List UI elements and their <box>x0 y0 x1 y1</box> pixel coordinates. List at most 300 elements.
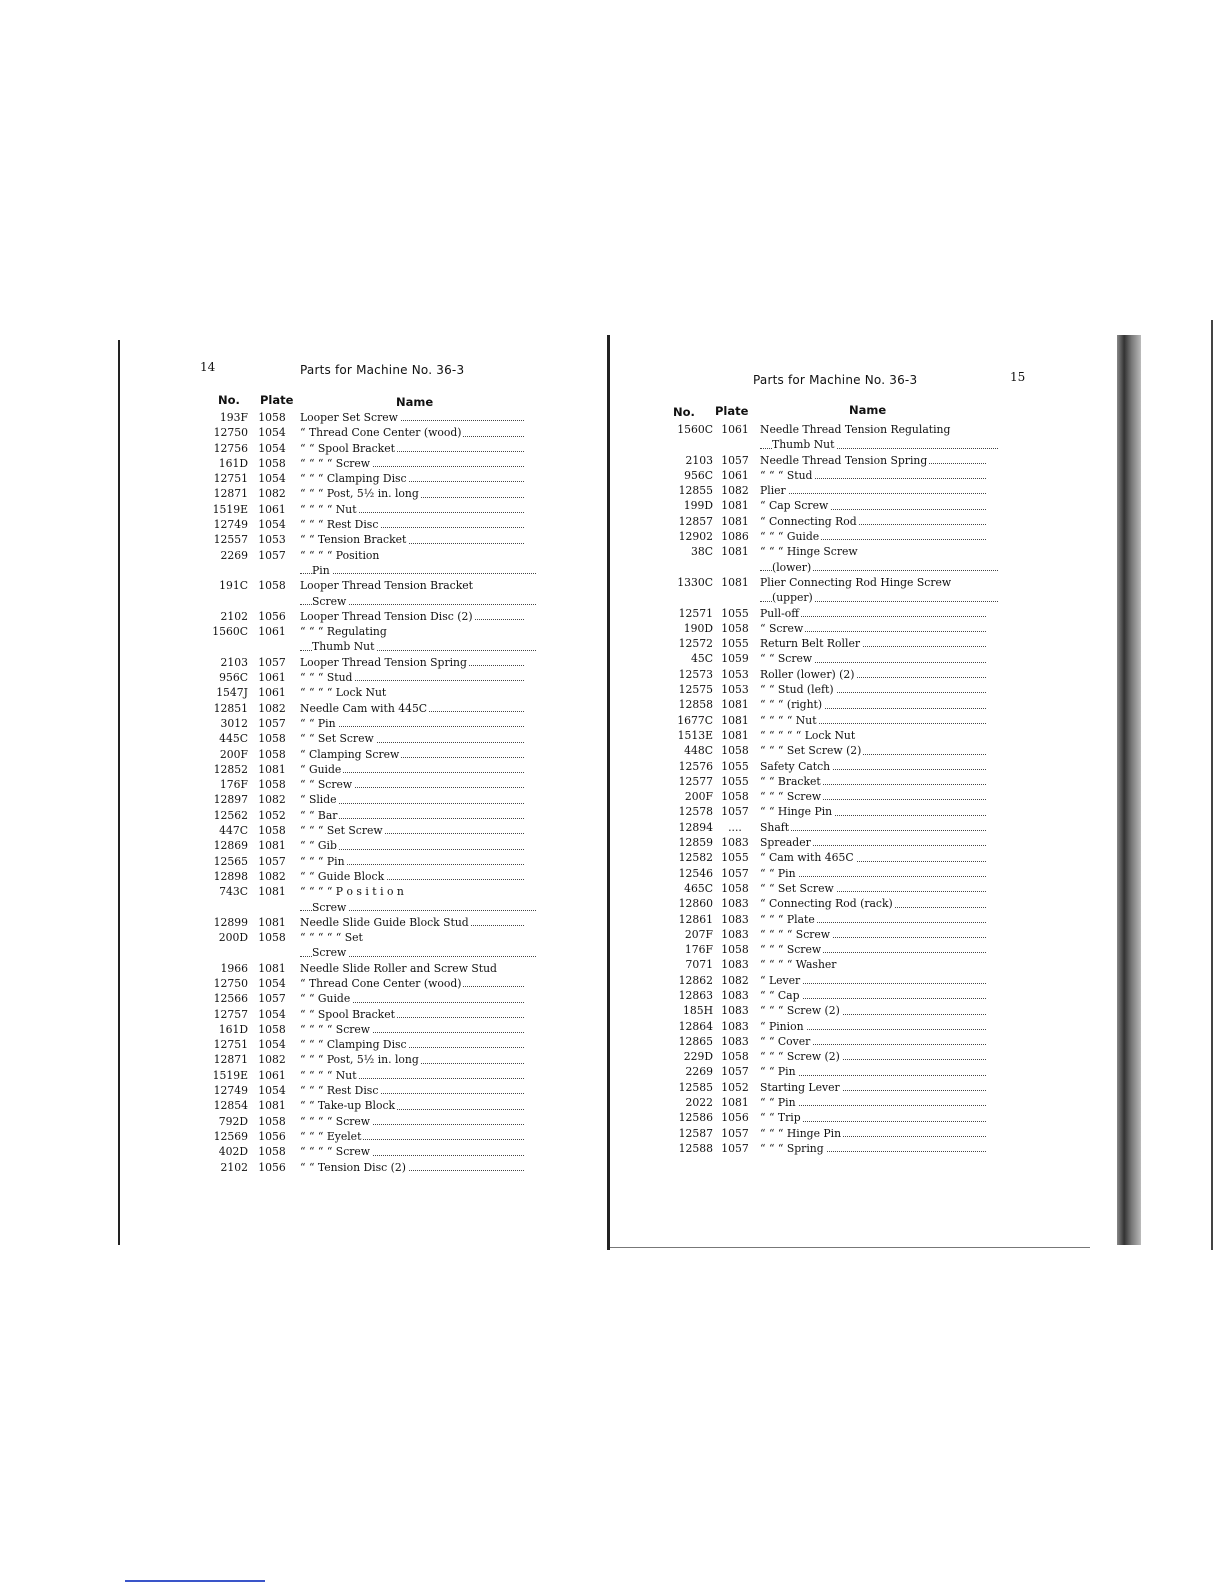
part-name-text: “ “ “ “ Screw <box>300 456 371 470</box>
part-name <box>760 835 992 850</box>
dot-leader <box>300 573 536 574</box>
table-row <box>200 854 535 869</box>
table-row <box>200 991 535 1006</box>
part-number: 12569 <box>213 1129 248 1143</box>
part-name-text: Pin <box>312 563 330 577</box>
part-number: 12546 <box>678 866 713 880</box>
part-name-text: Spreader <box>760 836 811 850</box>
part-name <box>300 639 542 654</box>
part-name-text: Looper Thread Tension Disc (2) <box>300 609 473 623</box>
table-row <box>665 912 995 927</box>
part-number: 956C <box>684 468 713 482</box>
part-number: 12588 <box>678 1141 713 1155</box>
table-row <box>665 575 995 590</box>
part-name-text: Looper Thread Tension Spring <box>300 655 467 669</box>
part-name <box>300 716 530 731</box>
table-row <box>665 774 995 789</box>
part-name <box>760 774 992 789</box>
table-row <box>200 578 535 593</box>
part-number: 200F <box>684 790 713 804</box>
part-name <box>300 624 530 639</box>
part-number: 12865 <box>678 1034 713 1048</box>
part-number: 1513E <box>677 728 713 742</box>
part-name <box>760 590 1004 605</box>
column-header-no: No. <box>218 393 240 407</box>
part-number: 1560C <box>212 625 248 639</box>
part-name <box>300 517 530 532</box>
part-name <box>760 1126 992 1141</box>
part-number: 7071 <box>685 958 713 972</box>
part-name <box>300 1068 530 1083</box>
left-page-edge <box>118 340 120 1245</box>
part-number: 12897 <box>213 793 248 807</box>
bottom-link-underline <box>125 1580 265 1582</box>
table-row <box>200 1114 535 1129</box>
plate-number: 1081 <box>258 915 286 929</box>
part-name-text: “ “ “ “ Nut <box>300 1068 357 1082</box>
part-name <box>300 410 530 425</box>
plate-number: 1057 <box>721 1141 749 1155</box>
part-name-text: “ “ “ Guide <box>760 530 820 544</box>
part-name-text: “ “ Guide Block <box>300 869 385 883</box>
part-name <box>760 621 992 636</box>
part-number: 2102 <box>220 609 248 623</box>
part-number: 2269 <box>220 548 248 562</box>
part-name-text: “ “ Spool Bracket <box>300 441 395 455</box>
plate-number: 1058 <box>258 778 286 792</box>
table-row <box>200 502 535 517</box>
part-name <box>300 762 530 777</box>
part-name <box>760 927 992 942</box>
part-name-text: Pull-off <box>760 606 799 620</box>
part-name <box>300 578 530 593</box>
table-row <box>200 1083 535 1098</box>
table-row <box>200 930 535 945</box>
table-row <box>665 835 995 850</box>
part-name-text: “ “ “ “ Nut <box>300 502 357 516</box>
table-row <box>665 1049 995 1064</box>
center-binding <box>607 335 610 1250</box>
part-name <box>760 514 992 529</box>
column-header-name: Name <box>849 403 887 417</box>
part-name-text: “ “ “ Screw <box>760 790 822 804</box>
plate-number: 1053 <box>721 667 749 681</box>
part-name <box>300 869 530 884</box>
part-name <box>760 483 992 498</box>
part-name <box>300 548 530 563</box>
part-name-text: Plier Connecting Rod Hinge Screw <box>760 575 952 589</box>
part-name <box>760 743 992 758</box>
part-number: 207F <box>684 927 713 941</box>
part-name-text: “ Pinion <box>760 1019 804 1033</box>
part-name-text: “ Cam with 465C <box>760 851 854 865</box>
part-number: 193F <box>219 411 248 424</box>
table-row <box>200 548 535 563</box>
table-row <box>200 471 535 486</box>
table-row <box>665 789 995 804</box>
table-row <box>665 422 995 437</box>
part-name <box>760 759 992 774</box>
column-header-plate: Plate <box>260 393 294 407</box>
table-row <box>665 1034 995 1049</box>
plate-number: 1082 <box>258 793 286 807</box>
table-row-continuation <box>200 945 535 960</box>
part-name-text: “ “ “ “ Screw <box>300 1022 371 1036</box>
part-name-text: “ Screw <box>760 621 804 635</box>
table-row <box>200 731 535 746</box>
part-name <box>760 544 992 559</box>
part-name-text: Roller (lower) (2) <box>760 667 855 681</box>
part-name <box>760 820 992 835</box>
part-number: 2022 <box>685 1096 713 1110</box>
part-number: 12566 <box>213 992 248 1006</box>
part-number: 190D <box>683 621 713 635</box>
part-name <box>760 896 992 911</box>
part-number: 12749 <box>213 518 248 532</box>
part-name <box>300 884 530 899</box>
table-row <box>665 544 995 559</box>
part-number: 12573 <box>678 667 713 681</box>
part-number: 743C <box>219 885 248 899</box>
plate-number: 1056 <box>721 1111 749 1125</box>
table-row <box>665 498 995 513</box>
plate-number: 1082 <box>258 487 286 501</box>
plate-number: 1083 <box>721 1034 749 1048</box>
table-row <box>665 1110 995 1125</box>
table-row-continuation <box>665 560 995 575</box>
part-number: 445C <box>219 732 248 746</box>
plate-number: 1083 <box>721 912 749 926</box>
part-name-text: Looper Set Screw <box>300 411 398 424</box>
part-name <box>760 697 992 712</box>
part-name <box>760 912 992 927</box>
part-number: 447C <box>219 824 248 838</box>
part-name-text: “ “ “ “ Washer <box>760 958 837 972</box>
part-name-text: “ “ “ Plate <box>760 912 815 926</box>
table-row <box>665 820 995 835</box>
part-name-text: “ Slide <box>300 793 337 807</box>
part-number: 12557 <box>213 533 248 547</box>
part-number: 12749 <box>213 1084 248 1098</box>
part-name <box>760 437 1004 452</box>
dark-edge-strip <box>1117 335 1141 1245</box>
plate-number: 1081 <box>721 698 749 712</box>
part-name <box>760 682 992 697</box>
part-name-text: Screw <box>312 946 347 960</box>
part-name-text: “ “ “ (right) <box>760 698 823 712</box>
part-name <box>300 961 530 976</box>
part-name-text: “ “ Screw <box>300 778 353 792</box>
part-name-text: Needle Slide Roller and Screw Stud <box>300 961 497 975</box>
plate-number: 1055 <box>721 637 749 651</box>
part-number: 448C <box>684 744 713 758</box>
part-name <box>300 823 530 838</box>
column-header-plate: Plate <box>715 404 749 418</box>
table-row <box>665 1003 995 1018</box>
plate-number: 1057 <box>721 805 749 819</box>
part-number: 12578 <box>678 805 713 819</box>
part-name <box>760 1141 992 1156</box>
part-number: 402D <box>218 1145 248 1159</box>
part-name-text: “ “ “ Stud <box>760 468 813 482</box>
part-number: 12851 <box>213 701 248 715</box>
table-row <box>200 624 535 639</box>
part-number: 1966 <box>220 961 248 975</box>
plate-number: 1058 <box>258 456 286 470</box>
part-name <box>300 1098 530 1113</box>
part-name-text: “ “ “ Hinge Screw <box>760 545 858 559</box>
part-name-text: “ “ Tension Disc (2) <box>300 1160 406 1174</box>
table-row <box>665 866 995 881</box>
plate-number: 1058 <box>258 579 286 593</box>
table-row <box>200 823 535 838</box>
table-row <box>200 961 535 976</box>
part-name <box>300 1052 530 1067</box>
plate-number: 1082 <box>258 869 286 883</box>
part-name-text: “ “ Screw <box>760 652 813 666</box>
part-name <box>300 685 530 700</box>
right-page-edge <box>1211 320 1213 1250</box>
table-row <box>665 606 995 621</box>
part-number: 12858 <box>678 698 713 712</box>
part-name <box>760 866 992 881</box>
plate-number: 1053 <box>721 683 749 697</box>
plate-number: 1055 <box>721 759 749 773</box>
part-name-text: “ Cap Screw <box>760 499 829 513</box>
table-row <box>200 808 535 823</box>
plate-number: 1083 <box>721 1004 749 1018</box>
part-name <box>300 945 542 960</box>
part-number: 12751 <box>213 472 248 486</box>
plate-number: 1081 <box>721 545 749 559</box>
plate-number: 1081 <box>721 728 749 742</box>
part-name-text: “ “ Take-up Block <box>300 1099 396 1113</box>
part-name <box>760 1110 992 1125</box>
table-row <box>200 747 535 762</box>
plate-number: 1061 <box>258 686 286 700</box>
part-name <box>300 1007 530 1022</box>
table-row <box>200 762 535 777</box>
table-row <box>200 609 535 624</box>
plate-number: 1058 <box>258 824 286 838</box>
plate-number: 1056 <box>258 609 286 623</box>
part-name <box>300 1037 530 1052</box>
part-name-text: Screw <box>312 900 347 914</box>
plate-number: 1061 <box>258 1068 286 1082</box>
part-name-text: Needle Thread Tension Regulating <box>760 423 951 436</box>
plate-number: 1056 <box>258 1129 286 1143</box>
part-name <box>300 1129 530 1144</box>
table-row <box>200 655 535 670</box>
part-name-text: “ “ Pin <box>760 866 796 880</box>
plate-number: 1057 <box>721 453 749 467</box>
part-name-text: “ “ “ Screw <box>760 943 822 957</box>
plate-number: 1061 <box>258 625 286 639</box>
plate-number: 1057 <box>258 716 286 730</box>
part-name <box>300 563 542 578</box>
part-number: 12854 <box>213 1099 248 1113</box>
part-name <box>300 854 530 869</box>
plate-number: 1081 <box>258 961 286 975</box>
table-row <box>200 532 535 547</box>
part-name <box>760 667 992 682</box>
part-number: 2269 <box>685 1065 713 1079</box>
table-row <box>665 667 995 682</box>
plate-number: 1081 <box>721 713 749 727</box>
part-name-text: “ “ Bar <box>300 808 338 822</box>
plate-number: 1058 <box>721 744 749 758</box>
part-name-text: “ “ Stud (left) <box>760 683 834 697</box>
part-number: 12871 <box>213 1053 248 1067</box>
table-row <box>665 453 995 468</box>
plate-number: 1057 <box>258 655 286 669</box>
table-row <box>665 1126 995 1141</box>
table-row <box>200 701 535 716</box>
part-name-text: “ “ Set Screw <box>760 881 834 895</box>
part-name <box>760 973 992 988</box>
plate-number: 1054 <box>258 518 286 532</box>
part-name <box>300 838 530 853</box>
table-row <box>200 425 535 440</box>
right-page-bottom-edge <box>610 1247 1090 1248</box>
part-name-text: “ “ Guide <box>300 992 351 1006</box>
page-title: Parts for Machine No. 36-3 <box>753 373 918 387</box>
part-name <box>760 498 992 513</box>
table-row <box>200 1007 535 1022</box>
plate-number: 1082 <box>721 484 749 498</box>
table-row <box>200 915 535 930</box>
plate-number: 1055 <box>721 606 749 620</box>
table-row <box>200 685 535 700</box>
part-name <box>760 1049 992 1064</box>
column-header-name: Name <box>396 395 434 409</box>
part-number: 12575 <box>678 683 713 697</box>
plate-number: 1057 <box>258 992 286 1006</box>
plate-number: 1052 <box>258 808 286 822</box>
table-row <box>665 682 995 697</box>
part-number: 12565 <box>213 854 248 868</box>
part-name-text: “ Connecting Rod (rack) <box>760 897 893 911</box>
part-name <box>300 609 530 624</box>
parts-list <box>200 410 535 1175</box>
part-name-text: “ “ “ “ Screw <box>300 1114 371 1128</box>
plate-number: 1057 <box>721 866 749 880</box>
part-number: 3012 <box>220 716 248 730</box>
page-number: 14 <box>200 360 216 374</box>
part-name <box>300 655 530 670</box>
plate-number: 1061 <box>721 423 749 436</box>
table-row <box>665 621 995 636</box>
table-row <box>665 697 995 712</box>
plate-number: 1083 <box>721 988 749 1002</box>
table-row <box>200 716 535 731</box>
part-number: 161D <box>218 456 248 470</box>
table-row <box>665 651 995 666</box>
table-row <box>200 884 535 899</box>
plate-number: 1081 <box>258 1099 286 1113</box>
part-number: 12860 <box>678 897 713 911</box>
part-number: 12871 <box>213 487 248 501</box>
table-row <box>665 468 995 483</box>
page-title: Parts for Machine No. 36-3 <box>300 363 465 377</box>
part-name <box>760 850 992 865</box>
plate-number: 1081 <box>721 514 749 528</box>
part-name <box>760 713 992 728</box>
plate-number: 1082 <box>258 1053 286 1067</box>
part-name <box>300 471 530 486</box>
part-number: 200D <box>218 931 248 945</box>
part-name <box>760 636 992 651</box>
part-name <box>760 1019 992 1034</box>
plate-number: 1057 <box>258 548 286 562</box>
part-name <box>300 1160 530 1175</box>
plate-number: 1081 <box>721 499 749 513</box>
part-number: 956C <box>219 671 248 685</box>
part-number: 12898 <box>213 869 248 883</box>
table-row <box>200 517 535 532</box>
part-name-text: “ “ “ “ Screw <box>760 927 831 941</box>
table-row <box>665 759 995 774</box>
part-name <box>300 594 542 609</box>
plate-number: 1054 <box>258 1038 286 1052</box>
table-row-continuation <box>200 639 535 654</box>
part-name-text: Thumb Nut <box>312 640 375 654</box>
part-name-text: “ “ Bracket <box>760 774 821 788</box>
plate-number: 1081 <box>258 839 286 853</box>
part-number: 45C <box>691 652 713 666</box>
part-number: 12582 <box>678 851 713 865</box>
part-name-text: “ “ Trip <box>760 1111 801 1125</box>
table-row <box>200 1022 535 1037</box>
plate-number: 1058 <box>721 621 749 635</box>
part-name-text: “ Guide <box>300 762 342 776</box>
table-row <box>665 942 995 957</box>
part-name-text: “ “ “ Post, 5½ in. long <box>300 487 419 501</box>
part-name <box>760 1064 992 1079</box>
part-name-text: “ “ Pin <box>760 1096 796 1110</box>
part-number: 12894 <box>678 820 713 834</box>
part-name <box>300 456 530 471</box>
table-row <box>200 777 535 792</box>
table-row <box>665 529 995 544</box>
plate-number: 1057 <box>721 1126 749 1140</box>
part-number: 2103 <box>220 655 248 669</box>
table-row-continuation <box>200 563 535 578</box>
table-row <box>200 410 535 425</box>
part-number: 12862 <box>678 973 713 987</box>
plate-number: 1058 <box>721 881 749 895</box>
part-name <box>760 453 992 468</box>
plate-number: 1053 <box>258 533 286 547</box>
part-name <box>300 441 530 456</box>
part-name-text: “ Clamping Screw <box>300 747 400 761</box>
plate-number: 1057 <box>721 1065 749 1079</box>
part-name-text: Needle Cam with 445C <box>300 701 428 715</box>
part-name-text: “ Lever <box>760 973 801 987</box>
dot-leader <box>760 493 986 494</box>
part-number: 161D <box>218 1022 248 1036</box>
part-name <box>760 789 992 804</box>
table-row-continuation <box>665 590 995 605</box>
part-number: 12750 <box>213 976 248 990</box>
plate-number: 1052 <box>721 1080 749 1094</box>
table-row <box>665 636 995 651</box>
table-row <box>665 483 995 498</box>
plate-number: 1058 <box>258 1022 286 1036</box>
part-name-text: “ Thread Cone Center (wood) <box>300 426 462 440</box>
part-name <box>300 425 530 440</box>
plate-number: 1081 <box>721 1096 749 1110</box>
